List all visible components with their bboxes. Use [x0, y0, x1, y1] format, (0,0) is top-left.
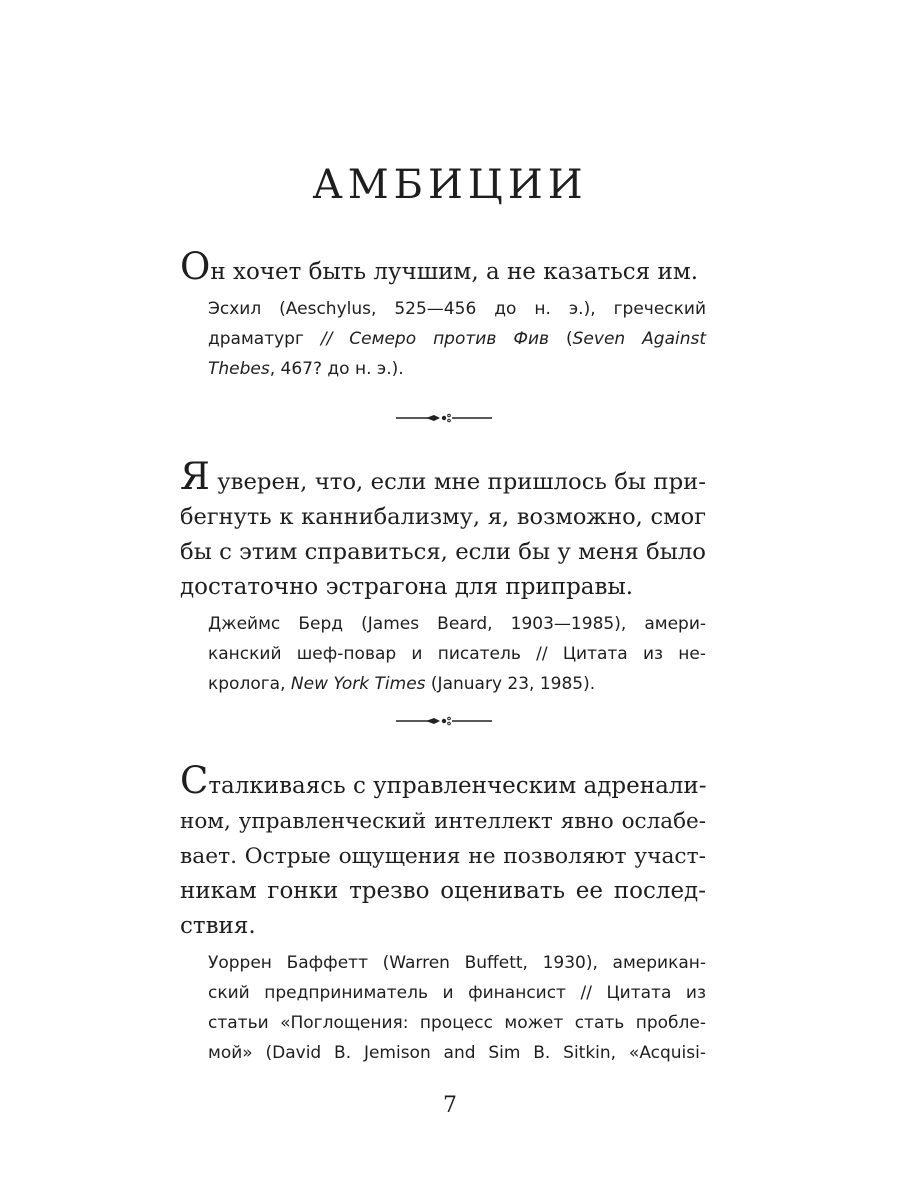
attribution-line: ский предприниматель и финансист // Цитата из — [208, 983, 706, 1003]
attribution-line: канский шеф-повар и писатель // Цитата из не- — [208, 644, 706, 664]
attribution-line: Эсхил (Aeschylus, 525—456 до н. э.), греческий — [208, 299, 706, 319]
quote-text — [180, 245, 706, 290]
quote-text — [180, 759, 707, 944]
ornament-divider-icon — [396, 714, 492, 728]
dropcap: С — [180, 759, 209, 802]
attribution-line: статьи «Поглощения: процесс может стать пробле- — [208, 1013, 706, 1033]
quote-line: н хочет быть лучшим, а не казаться им. — [210, 259, 699, 285]
quote-line: ном, управленческий интеллект явно ослабе- — [180, 809, 706, 834]
attribution-line: Thebes, 467? до н. э.). — [208, 359, 404, 379]
attribution-line: драматург // Семеро против Фив (Seven Against — [208, 329, 707, 349]
quote-block-3 — [180, 759, 707, 1068]
quote-text — [180, 455, 706, 605]
chapter-title: АМБИЦИИ — [312, 161, 588, 208]
quote-line: бы с этим справиться, если бы у меня было — [180, 539, 706, 565]
attribution-line: мой» (David B. Jemison and Sim B. Sitkin, «Acquisi- — [208, 1043, 706, 1063]
quote-block-1 — [180, 245, 707, 384]
dropcap: Я — [180, 455, 210, 498]
quote-line: уверен, что, если мне пришлось бы при- — [209, 469, 706, 495]
quote-attribution — [208, 294, 706, 384]
attribution-line: Уоррен Баффетт (Warren Buffett, 1930), американ- — [208, 953, 706, 973]
quote-line: бегнуть к каннибализму, я, возможно, смог — [180, 504, 706, 530]
quote-line: достаточно эстрагона для приправы. — [180, 574, 634, 600]
quote-block-2 — [180, 455, 706, 699]
work-title-original: Seven Against — [572, 329, 707, 349]
quote-attribution — [208, 609, 706, 699]
quote-line: никам гонки трезво оценивать ее послед- — [180, 878, 706, 904]
ornament-divider-icon — [396, 411, 492, 425]
dropcap: О — [180, 245, 211, 288]
quote-line: талкиваясь с управленческим адренали- — [208, 773, 707, 799]
page-number: 7 — [443, 1093, 457, 1118]
quote-line: ствия. — [180, 913, 256, 939]
work-title: // Семеро против Фив — [320, 329, 550, 349]
attribution-line: Джеймс Берд (James Beard, 1903—1985), амери- — [208, 614, 706, 634]
attribution-line: кролога, New York Times (January 23, 1985). — [208, 674, 596, 694]
publication-title: New York Times — [290, 674, 426, 694]
quote-line: вает. Острые ощущения не позволяют участ- — [180, 844, 706, 869]
quote-attribution — [208, 948, 706, 1068]
